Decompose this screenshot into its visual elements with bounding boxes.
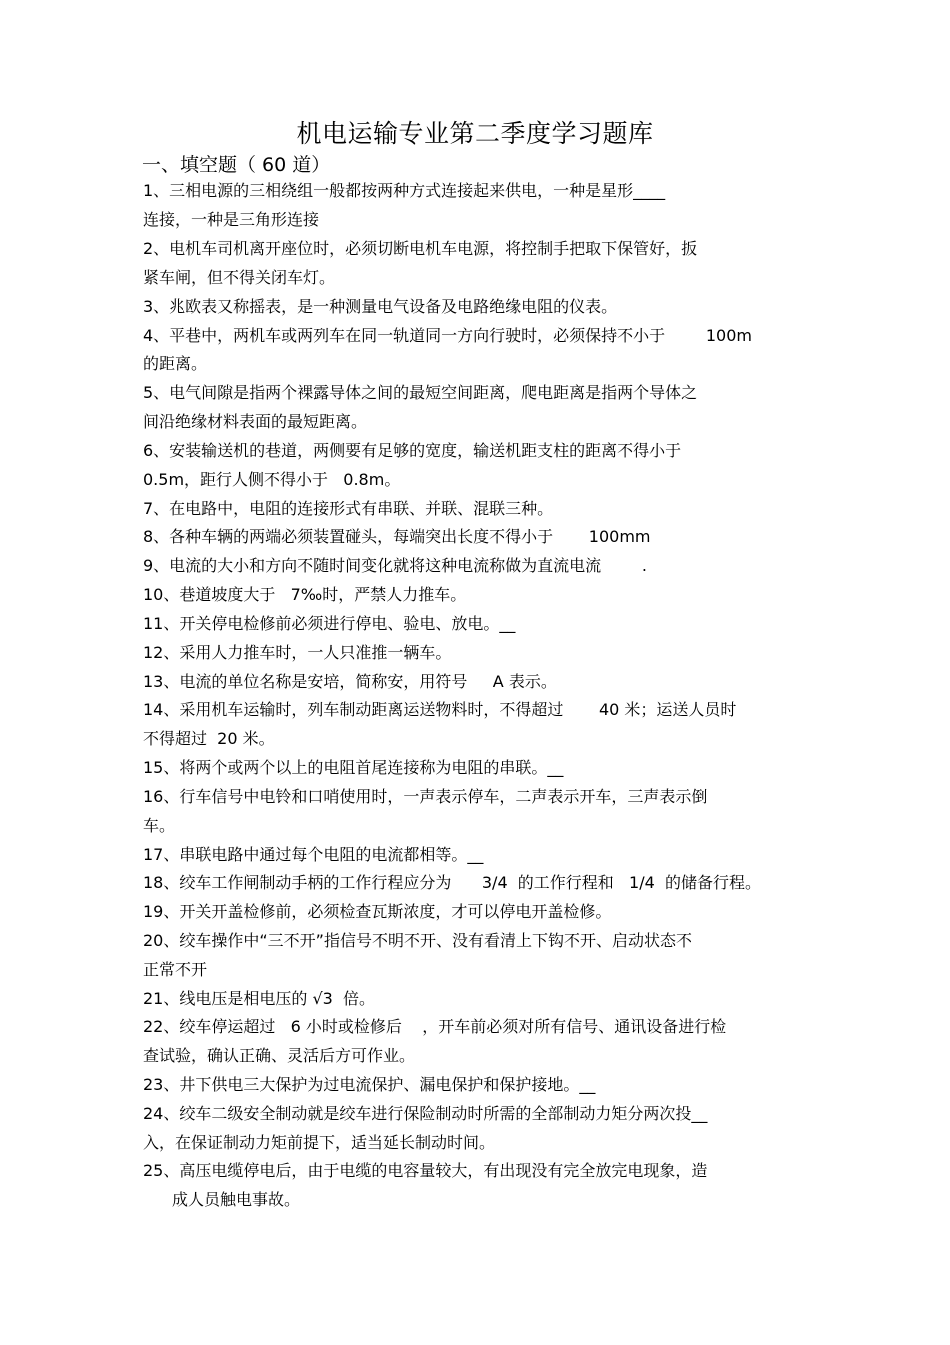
section-heading: 一、填空题（ 60 道） [142, 154, 331, 176]
question-line: 不得超过 20 米。 [143, 729, 275, 748]
question-line: 6、安装输送机的巷道，两侧要有足够的宽度，输送机距支柱的距离不得小于 [143, 441, 682, 460]
question-line: 19、开关开盖检修前，必须检查瓦斯浓度，才可以停电开盖检修。 [143, 902, 612, 921]
question-line: 12、采用人力推车时，一人只准推一辆车。 [143, 643, 452, 662]
question-line: 22、绞车停运超过 6 小时或检修后 ，开车前必须对所有信号、通讯设备进行检 [143, 1017, 727, 1036]
question-line: 3、兆欧表又称摇表，是一种测量电气设备及电路绝缘电阻的仪表。 [143, 297, 618, 316]
question-line: 5、电气间隙是指两个裸露导体之间的最短空间距离，爬电距离是指两个导体之 [143, 383, 698, 402]
question-line: 23、井下供电三大保护为过电流保护、漏电保护和保护接地。__ [143, 1075, 596, 1094]
question-line: 间沿绝缘材料表面的最短距离。 [143, 412, 368, 431]
question-line: 14、采用机车运输时，列车制动距离运送物料时，不得超过 40 米；运送人员时 [143, 700, 737, 719]
question-line: 11、开关停电检修前必须进行停电、验电、放电。__ [143, 614, 516, 633]
question-line: 13、电流的单位名称是安培，简称安，用符号 A 表示。 [143, 672, 557, 691]
question-line: 10、巷道坡度大于 7‰时，严禁人力推车。 [143, 585, 467, 604]
question-line: 21、线电压是相电压的 √3 倍。 [143, 989, 375, 1008]
question-line: 入，在保证制动力矩前提下，适当延长制动时间。 [143, 1133, 496, 1152]
question-line: 7、在电路中，电阻的连接形式有串联、并联、混联三种。 [143, 499, 554, 518]
question-line: 9、电流的大小和方向不随时间变化就将这种电流称做为直流电流 . [143, 556, 647, 575]
question-line: 0.5m，距行人侧不得小于 0.8m。 [143, 470, 401, 489]
question-line: 16、行车信号中电铃和口哨使用时，一声表示停车，二声表示开车，三声表示倒 [143, 787, 708, 806]
question-line: 25、高压电缆停电后，由于电缆的电容量较大，有出现没有完全放完电现象，造 [143, 1161, 708, 1180]
question-line: 车。 [143, 816, 176, 835]
question-line: 1、三相电源的三相绕组一般都按两种方式连接起来供电，一种是星形____ [143, 181, 666, 200]
question-line: 24、绞车二级安全制动就是绞车进行保险制动时所需的全部制动力矩分两次投__ [143, 1104, 708, 1123]
question-line: 紧车闸，但不得关闭车灯。 [143, 268, 336, 287]
question-line: 的距离。 [143, 354, 208, 373]
question-line: 查试验，确认正确、灵活后方可作业。 [143, 1046, 416, 1065]
question-line: 20、绞车操作中“三不开”指信号不明不开、没有看清上下钩不开、启动状态不 [143, 931, 692, 950]
question-line: 18、绞车工作闸制动手柄的工作行程应分为 3/4 的工作行程和 1/4 的储备行程。 [143, 873, 761, 892]
question-line: 成人员触电事故。 [172, 1190, 301, 1209]
question-line: 17、串联电路中通过每个电阻的电流都相等。__ [143, 845, 484, 864]
question-line: 15、将两个或两个以上的电阻首尾连接称为电阻的串联。__ [143, 758, 564, 777]
question-line: 连接，一种是三角形连接 [143, 210, 320, 229]
question-line: 4、平巷中，两机车或两列车在同一轨道同一方向行驶时，必须保持不小于 100m [143, 326, 752, 345]
question-line: 正常不开 [143, 960, 208, 979]
page-title: 机电运输专业第二季度学习题库 [296, 119, 654, 148]
question-line: 8、各种车辆的两端必须装置碰头，每端突出长度不得小于 100mm [143, 527, 651, 546]
question-line: 2、电机车司机离开座位时，必须切断电机车电源，将控制手把取下保管好，扳 [143, 239, 698, 258]
